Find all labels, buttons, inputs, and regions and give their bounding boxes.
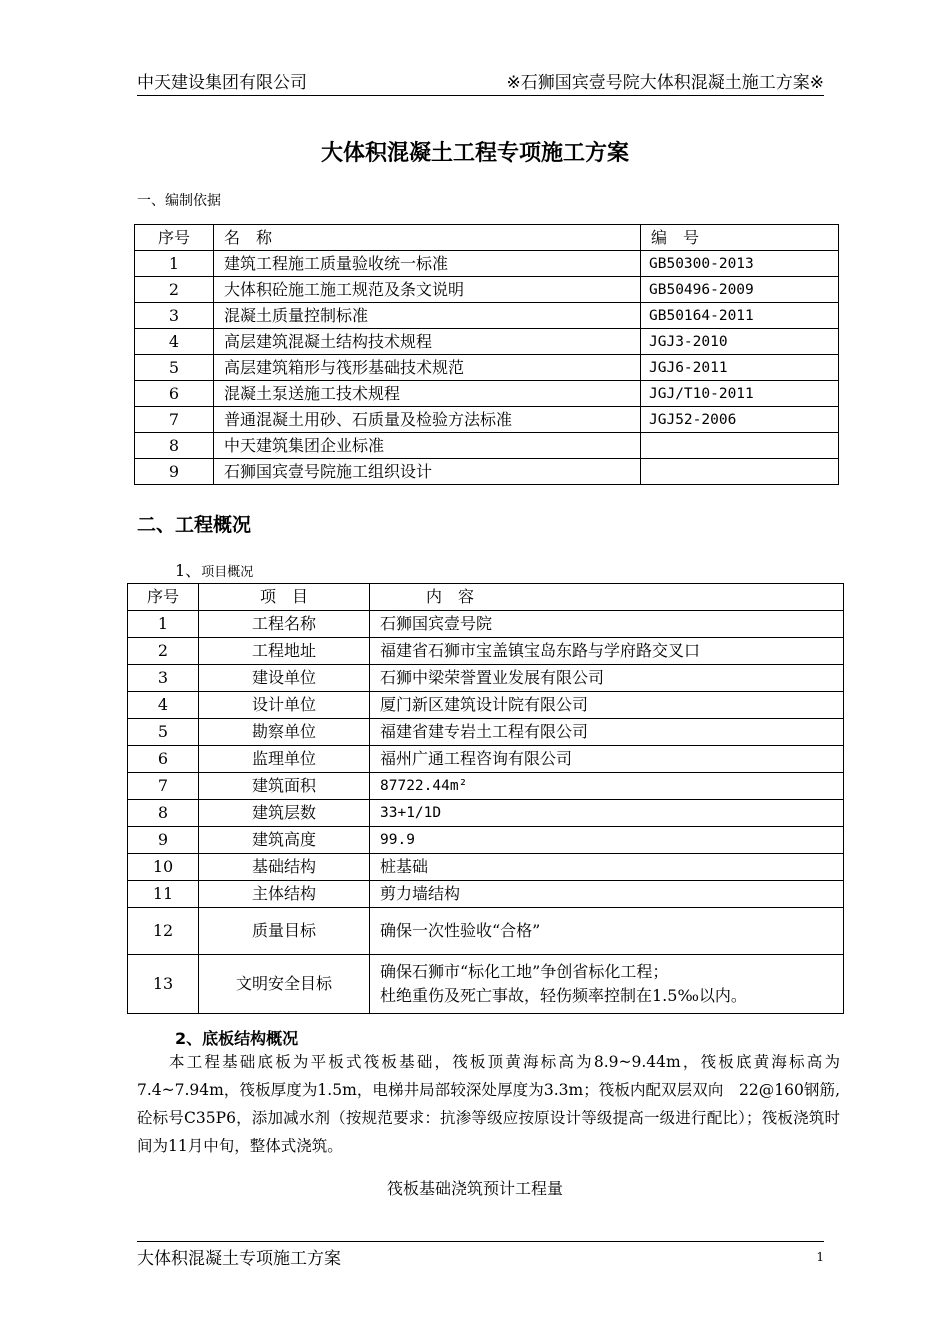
- row-item: 建筑层数: [199, 800, 370, 827]
- table-row: [135, 277, 839, 303]
- row-content-line: 杜绝重伤及死亡事故，轻伤频率控制在1.5‰以内。: [380, 986, 747, 1005]
- row-content: 87722.44m²: [370, 773, 844, 800]
- row-item: 工程名称: [199, 611, 370, 638]
- subsection2-heading: 2、底板结构概况: [175, 1029, 299, 1048]
- table-caption: 筏板基础浇筑预计工程量: [386, 1179, 563, 1198]
- row-name: 大体积砼施工施工规范及条文说明: [214, 277, 641, 303]
- table-row: [128, 692, 844, 719]
- row-code: [641, 433, 839, 459]
- row-name: 中天建筑集团企业标准: [214, 433, 641, 459]
- row-item: 工程地址: [199, 638, 370, 665]
- section2-heading: 二、工程概况: [137, 514, 252, 536]
- subsection1-text: 项目概况: [201, 565, 254, 580]
- table-row: [135, 433, 839, 459]
- row-content: 剪力墙结构: [370, 881, 844, 908]
- section1-heading: 一、编制依据: [137, 193, 221, 209]
- header-project-title: ※石狮国宾壹号院大体积混凝土施工方案※: [506, 73, 824, 93]
- row-no: 4: [128, 692, 199, 719]
- row-code: GB50496-2009: [641, 277, 839, 303]
- table-row: [128, 881, 844, 908]
- row-name: 混凝土质量控制标准: [214, 303, 641, 329]
- row-item: 建筑面积: [199, 773, 370, 800]
- col-header-name: 名 称: [214, 225, 641, 251]
- row-code: JGJ3-2010: [641, 329, 839, 355]
- table-header-row: [128, 584, 844, 611]
- row-item: 基础结构: [199, 854, 370, 881]
- table-row: [135, 303, 839, 329]
- table-header-row: [135, 225, 839, 251]
- table-row: [135, 381, 839, 407]
- row-code: JGJ6-2011: [641, 355, 839, 381]
- row-item: 质量目标: [199, 908, 370, 955]
- row-no: 3: [128, 665, 199, 692]
- row-content: 石狮国宾壹号院: [370, 611, 844, 638]
- row-code: GB50164-2011: [641, 303, 839, 329]
- header-rule: [137, 95, 824, 96]
- row-no: 6: [135, 381, 214, 407]
- document-title: 大体积混凝土工程专项施工方案: [320, 141, 629, 166]
- row-no: 1: [135, 251, 214, 277]
- row-content-line: 确保石狮市“标化工地”争创省标化工程；: [380, 962, 669, 981]
- table-row: [128, 773, 844, 800]
- row-content: 99.9: [370, 827, 844, 854]
- subsection1-heading: [175, 558, 253, 581]
- row-no: 8: [128, 800, 199, 827]
- table-row: [128, 719, 844, 746]
- row-content: 福建省石狮市宝盖镇宝岛东路与学府路交叉口: [370, 638, 844, 665]
- row-no: 7: [135, 407, 214, 433]
- row-name: 普通混凝土用砂、石质量及检验方法标准: [214, 407, 641, 433]
- row-item: 建筑高度: [199, 827, 370, 854]
- row-no: 6: [128, 746, 199, 773]
- table-row: [135, 407, 839, 433]
- row-no: 10: [128, 854, 199, 881]
- table-row: [128, 665, 844, 692]
- col-header-code: 编 号: [641, 225, 839, 251]
- row-no: 7: [128, 773, 199, 800]
- row-item: 建设单位: [199, 665, 370, 692]
- row-name: 高层建筑混凝土结构技术规程: [214, 329, 641, 355]
- row-no: 9: [128, 827, 199, 854]
- table-row: [128, 955, 844, 1014]
- row-code: JGJ52-2006: [641, 407, 839, 433]
- table-row: [135, 459, 839, 485]
- table-row: [128, 908, 844, 955]
- row-no: 3: [135, 303, 214, 329]
- row-no: 8: [135, 433, 214, 459]
- row-no: 5: [128, 719, 199, 746]
- subsection1-number: 1、: [175, 561, 202, 580]
- footer-title: 大体积混凝土专项施工方案: [137, 1249, 341, 1269]
- row-content: 福州广通工程咨询有限公司: [370, 746, 844, 773]
- row-content: 33+1/1D: [370, 800, 844, 827]
- col-header-no: 序号: [128, 584, 199, 611]
- row-no: 13: [128, 955, 199, 1014]
- row-no: 9: [135, 459, 214, 485]
- basis-table: [134, 224, 839, 485]
- row-content: 厦门新区建筑设计院有限公司: [370, 692, 844, 719]
- row-no: 2: [128, 638, 199, 665]
- table-row: [128, 827, 844, 854]
- page-number: 1: [816, 1250, 824, 1264]
- row-no: 5: [135, 355, 214, 381]
- table-row: [135, 251, 839, 277]
- row-name: 建筑工程施工质量验收统一标准: [214, 251, 641, 277]
- row-no: 1: [128, 611, 199, 638]
- row-no: 4: [135, 329, 214, 355]
- row-no: 2: [135, 277, 214, 303]
- row-item: 文明安全目标: [199, 955, 370, 1014]
- row-no: 11: [128, 881, 199, 908]
- row-content: 桩基础: [370, 854, 844, 881]
- col-header-no: 序号: [135, 225, 214, 251]
- row-item: 主体结构: [199, 881, 370, 908]
- row-item: 监理单位: [199, 746, 370, 773]
- header-company: 中天建设集团有限公司: [137, 73, 307, 93]
- table-row: [128, 611, 844, 638]
- row-item: 设计单位: [199, 692, 370, 719]
- table-row: [128, 746, 844, 773]
- row-content: 福建省建专岩土工程有限公司: [370, 719, 844, 746]
- row-name: 混凝土泵送施工技术规程: [214, 381, 641, 407]
- body-paragraph: 本工程基础底板为平板式筏板基础，筏板顶黄海标高为8.9~9.44m，筏板底黄海标高为7.4~7.94m，筏板厚度为1.5m，电梯井局部较深处厚度为3.3m；筏板内配双层双向 22@160钢筋,砼标号C35P6，添加减水剂（按规范要求：抗渗等级应按原设计等级提高一级进行配比）；筏板浇筑时间为11月中旬，整体式浇筑。: [137, 1053, 840, 1155]
- row-code: [641, 459, 839, 485]
- row-code: GB50300-2013: [641, 251, 839, 277]
- row-code: JGJ/T10-2011: [641, 381, 839, 407]
- col-header-content: 内 容: [370, 584, 844, 611]
- row-no: 12: [128, 908, 199, 955]
- footer-rule: [137, 1241, 824, 1242]
- row-name: 石狮国宾壹号院施工组织设计: [214, 459, 641, 485]
- table-row: [135, 355, 839, 381]
- table-row: [128, 800, 844, 827]
- col-header-item: 项 目: [199, 584, 370, 611]
- row-item: 勘察单位: [199, 719, 370, 746]
- row-content: 确保一次性验收“合格”: [370, 908, 844, 955]
- row-content: 石狮中梁荣誉置业发展有限公司: [370, 665, 844, 692]
- row-content: [370, 955, 844, 1014]
- project-overview-table: [127, 583, 844, 1014]
- row-name: 高层建筑箱形与筏形基础技术规范: [214, 355, 641, 381]
- table-row: [135, 329, 839, 355]
- table-row: [128, 638, 844, 665]
- table-row: [128, 854, 844, 881]
